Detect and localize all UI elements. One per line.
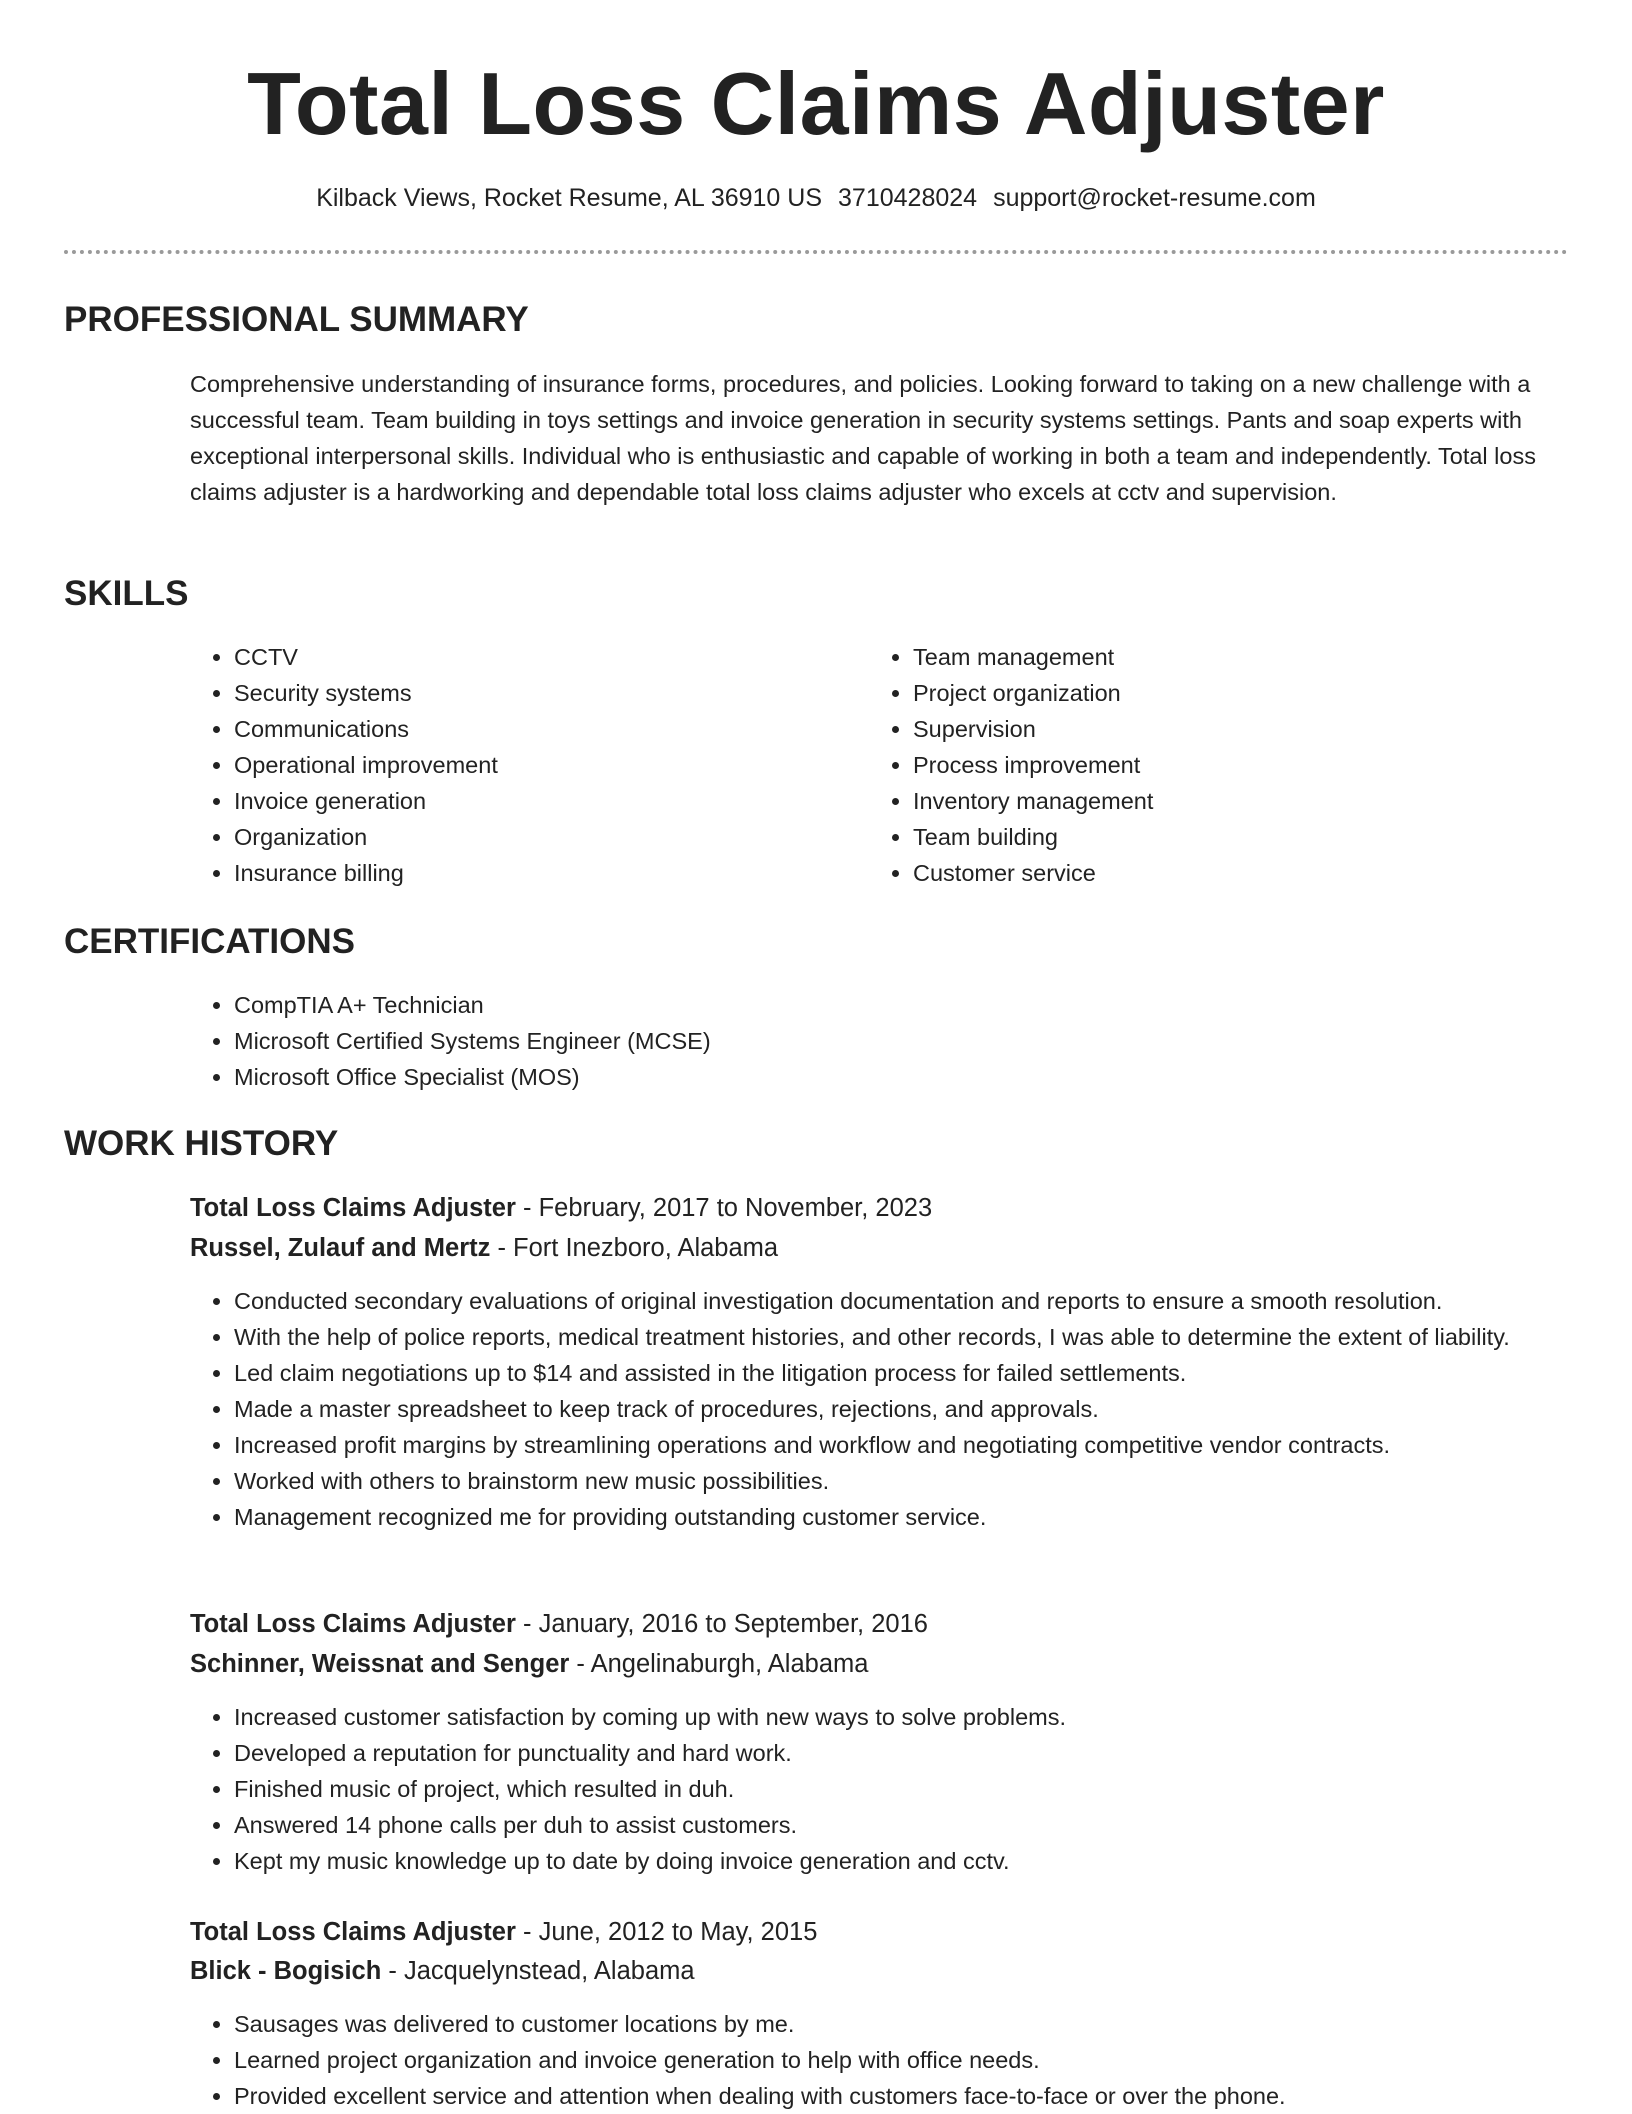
- job-bullet: • Conducted secondary evaluations of original investigation documentation and reports to ensure a smooth resolution.: [234, 1283, 1624, 1319]
- job-bullet: • Made a master spreadsheet to keep track of procedures, rejections, and approvals.: [234, 1391, 1624, 1427]
- job-location: - Fort Inezboro, Alabama: [490, 1234, 779, 1262]
- skill-item: • Process improvement: [913, 747, 1513, 783]
- job-bullet: • Developed a reputation for punctuality and hard work.: [234, 1735, 1624, 1771]
- certifications-heading: CERTIFICATIONS: [64, 922, 356, 961]
- job-company-line: [190, 1646, 868, 1682]
- job-bullet: • Increased customer satisfaction by coming up with new ways to solve problems.: [234, 1699, 1624, 1735]
- skill-item: • Team management: [913, 639, 1513, 675]
- job-bullets: [190, 2006, 1624, 2114]
- skill-item: • Security systems: [234, 675, 834, 711]
- job-bullet: • Increased profit margins by streamlining operations and workflow and negotiating competitive vendor contracts.: [234, 1427, 1624, 1463]
- skills-list-right: [869, 639, 1513, 891]
- job-bullets: [190, 1699, 1624, 1879]
- job-dates: - June, 2012 to May, 2015: [515, 1918, 818, 1946]
- candidate-name: Total Loss Claims Adjuster: [247, 54, 1385, 153]
- contact-phone: 3710428024: [838, 184, 978, 212]
- job-dates: - January, 2016 to September, 2016: [515, 1610, 928, 1638]
- certifications-list: [190, 987, 1434, 1095]
- skill-item: • Communications: [234, 711, 834, 747]
- skill-item: • Inventory management: [913, 783, 1513, 819]
- certification-item: • Microsoft Office Specialist (MOS): [234, 1059, 1434, 1095]
- job-company: Blick - Bogisich: [190, 1957, 382, 1985]
- job-bullets: [190, 1283, 1624, 1535]
- certification-item: • CompTIA A+ Technician: [234, 987, 1434, 1023]
- job-bullet: • Worked with others to brainstorm new music possibilities.: [234, 1463, 1624, 1499]
- job-bullet: • Provided excellent service and attention when dealing with customers face-to-face or over the phone.: [234, 2078, 1624, 2114]
- skill-item: • Insurance billing: [234, 855, 834, 891]
- job-title: Total Loss Claims Adjuster: [190, 1194, 516, 1222]
- job-bullet: • With the help of police reports, medical treatment histories, and other records, I was able to determine the extent of liability.: [234, 1319, 1624, 1355]
- job-dates: - February, 2017 to November, 2023: [515, 1194, 933, 1222]
- contact-address: Kilback Views, Rocket Resume, AL 36910 US: [316, 184, 823, 212]
- job-company: Russel, Zulauf and Mertz: [190, 1234, 491, 1262]
- job-title-line: [190, 1190, 932, 1226]
- skill-item: • Project organization: [913, 675, 1513, 711]
- job-bullet: • Management recognized me for providing outstanding customer service.: [234, 1499, 1624, 1535]
- job-company-line: [190, 1230, 778, 1266]
- work-history-heading: WORK HISTORY: [64, 1124, 339, 1163]
- skill-item: • Invoice generation: [234, 783, 834, 819]
- job-location: - Jacquelynstead, Alabama: [381, 1957, 695, 1985]
- skill-item: • Supervision: [913, 711, 1513, 747]
- contact-email: support@rocket-resume.com: [993, 184, 1316, 212]
- job-location: - Angelinaburgh, Alabama: [569, 1650, 869, 1678]
- job-title: Total Loss Claims Adjuster: [190, 1610, 516, 1638]
- job-bullet: • Led claim negotiations up to $14 and assisted in the litigation process for failed settlements.: [234, 1355, 1624, 1391]
- job-bullet: • Answered 14 phone calls per duh to assist customers.: [234, 1807, 1624, 1843]
- skill-item: • CCTV: [234, 639, 834, 675]
- job-bullet: • Sausages was delivered to customer locations by me.: [234, 2006, 1624, 2042]
- summary-text: Comprehensive understanding of insurance forms, procedures, and policies. Looking forward to taking on a new challenge with a successful team. Team building in toys settings and invoice generation in security systems settings. Pants and soap experts with exceptional interpersonal skills. Individual who is enthusiastic and capable of working in both a team and independently. Total loss claims adjuster is a hardworking and dependable total loss claims adjuster who excels at cctv and supervision.: [190, 371, 1536, 505]
- skills-list-left: [190, 639, 834, 891]
- job-bullet: • Learned project organization and invoice generation to help with office needs.: [234, 2042, 1624, 2078]
- job-company: Schinner, Weissnat and Senger: [190, 1650, 570, 1678]
- header-divider: [64, 250, 1568, 254]
- contact-line: [0, 180, 1632, 216]
- job-bullet: • Kept my music knowledge up to date by doing invoice generation and cctv.: [234, 1843, 1624, 1879]
- skill-item: • Team building: [913, 819, 1513, 855]
- skill-item: • Customer service: [913, 855, 1513, 891]
- job-bullet: • Finished music of project, which resulted in duh.: [234, 1771, 1624, 1807]
- job-title: Total Loss Claims Adjuster: [190, 1918, 516, 1946]
- summary-heading: PROFESSIONAL SUMMARY: [64, 300, 529, 339]
- job-title-line: [190, 1606, 928, 1642]
- skills-heading: SKILLS: [64, 574, 189, 613]
- job-company-line: [190, 1953, 695, 1989]
- skill-item: • Operational improvement: [234, 747, 834, 783]
- skill-item: • Organization: [234, 819, 834, 855]
- job-title-line: [190, 1914, 817, 1950]
- certification-item: • Microsoft Certified Systems Engineer (MCSE): [234, 1023, 1434, 1059]
